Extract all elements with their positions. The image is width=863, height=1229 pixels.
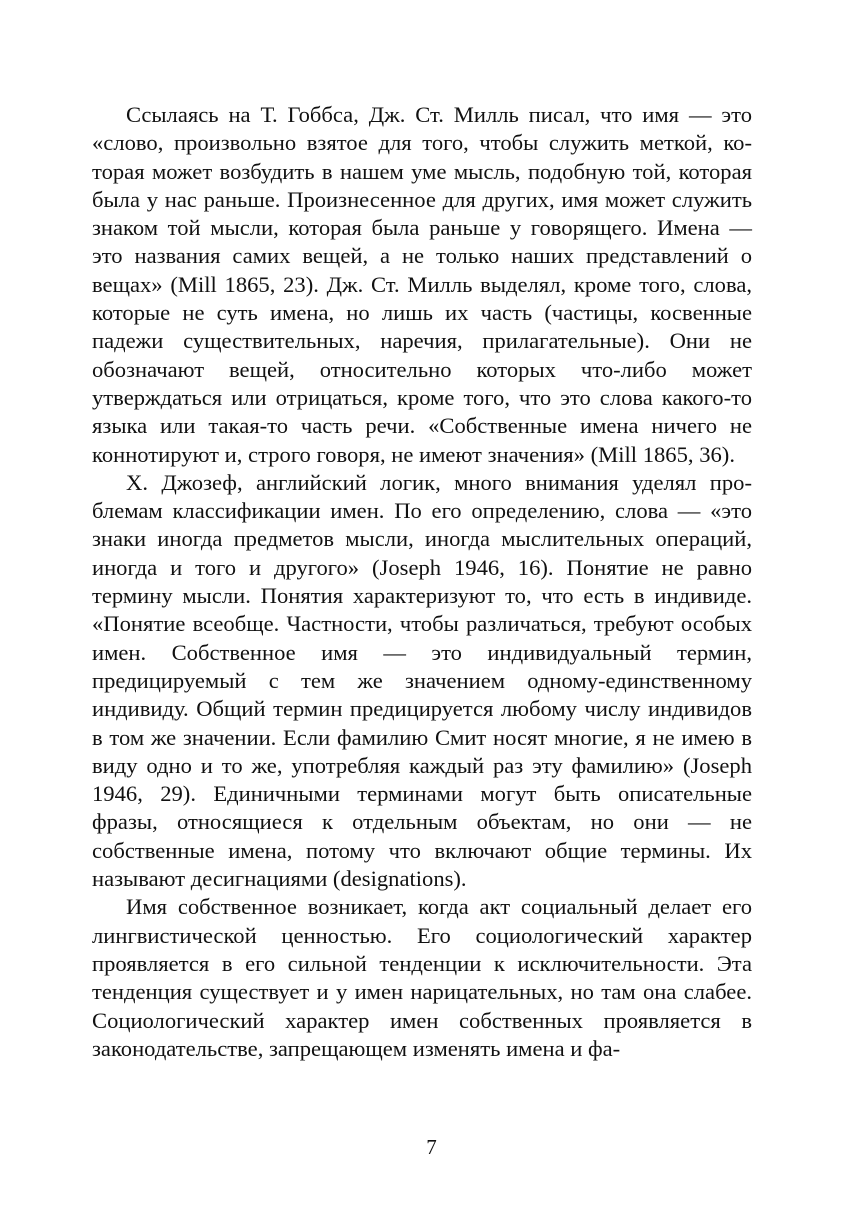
page-number: 7 — [426, 1135, 437, 1159]
paragraph-joseph: Х. Джозеф, английский логик, много внимания уделял проблемам классификации имен. По его определению, слова — «это знаки иногда предметов мысли, иногда мыслительных операций, иногда и того и другого» (Joseph 1946, 16). Понятие не равно термину мысли. Понятия характеризуют то, что есть в индивиде. «Понятие всеобще. Частности, чтобы различаться, требуют особых имен. Собственное имя — это индивидуальный термин, предицируемый с тем же значением одному-единственному индивиду. Общий термин предицируется любому числу индивидов в том же значении. Если фамилию Смит носят многие, я не имею в виду одно и то же, употребляя каждый раз эту фамилию» (Joseph 1946, 29). Единичными терминами могут быть описательные фразы, относящиеся к отдельным объектам, но они — не собственные имена, потому что включают общие термины. Их называют десигнациями (designations). — [92, 469, 752, 892]
paragraph-proper-name: Имя собственное возникает, когда акт социальный делает его лингвистической ценностью. Его социологический характер проявляется в его сильной тенденции к исключительности. Эта тенденция существует и у имен нарицательных, но там она слабее. Социологический характер имен собственных проявляется в законодательстве, запрещающем изменять имена и фа- — [92, 894, 752, 1061]
page-text — [92, 101, 752, 1063]
paragraph-mill: Ссылаясь на Т. Гоббса, Дж. Ст. Милль писал, что имя — это «слово, произвольно взятое для того, чтобы служить меткой, которая может возбудить в нашем уме мысль, подобную той, которая была у нас раньше. Произнесенное для других, имя может служить знаком той мысли, которая была раньше у говорящего. Имена — это названия самих вещей, а не только наших представлений о вещах» (Mill 1865, 23). Дж. Ст. Милль выделял, кроме того, слова, которые не суть имена, но лишь их часть (частицы, косвенные падежи существительных, наречия, прилагательные). Они не обозначают вещей, относительно которых что-либо может утверждаться или отрицаться, кроме того, что это слова какого-то языка или такая-то часть речи. «Собственные имена ничего не коннотируют и, строго говоря, не имеют значения» (Mill 1865, 36). — [92, 102, 752, 467]
